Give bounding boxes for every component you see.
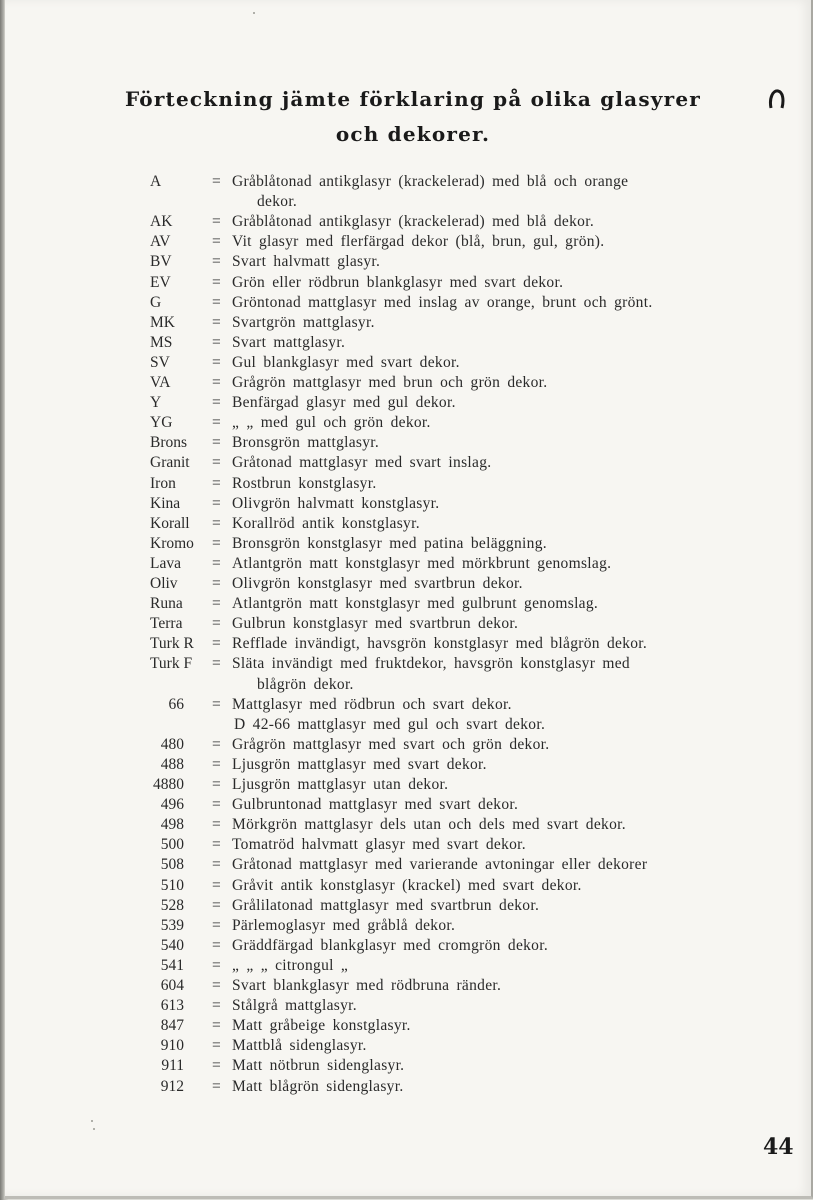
glaze-description: Mattblå sidenglasyr. xyxy=(232,1037,367,1054)
glaze-code: 910 xyxy=(160,1037,184,1054)
list-item xyxy=(5,494,805,514)
glaze-code: 847 xyxy=(160,1017,184,1034)
glaze-description: Vit glasyr med flerfärgad dekor (blå, brun, gul, grön). xyxy=(232,233,605,250)
glaze-code: Korall xyxy=(150,515,190,532)
list-item xyxy=(5,936,805,956)
glaze-code: Turk F xyxy=(150,655,193,672)
glaze-description: Refflade invändigt, havsgrön konstglasyr med blågrön dekor. xyxy=(232,635,648,652)
equals-sign: = xyxy=(212,374,221,391)
glaze-description: Pärlemoglasyr med gråblå dekor. xyxy=(232,917,456,934)
glaze-code: A xyxy=(150,173,162,190)
equals-sign: = xyxy=(212,475,221,492)
glaze-description: Gulbruntonad mattglasyr med svart dekor. xyxy=(232,796,519,813)
list-item xyxy=(5,614,805,634)
equals-sign: = xyxy=(212,1078,221,1095)
list-item xyxy=(5,453,805,473)
glaze-code: AK xyxy=(150,213,173,230)
glaze-code: VA xyxy=(150,374,171,391)
glaze-code: BV xyxy=(150,253,172,270)
glaze-description: Rostbrun konstglasyr. xyxy=(232,475,377,492)
glaze-code: 66 xyxy=(168,696,184,713)
glaze-description: Gröntonad mattglasyr med inslag av orange, brunt och grönt. xyxy=(232,294,653,311)
equals-sign: = xyxy=(212,655,221,672)
glaze-code: 496 xyxy=(160,796,184,813)
equals-sign: = xyxy=(212,917,221,934)
equals-sign: = xyxy=(212,555,221,572)
equals-sign: = xyxy=(212,515,221,532)
glaze-code: 500 xyxy=(160,836,184,853)
glaze-description: Gråtonad mattglasyr med svart inslag. xyxy=(232,454,492,471)
equals-sign: = xyxy=(212,937,221,954)
glaze-code: Runa xyxy=(150,595,183,612)
list-item xyxy=(5,514,805,534)
equals-sign: = xyxy=(212,213,221,230)
equals-sign: = xyxy=(212,595,221,612)
glaze-description: Gräddfärgad blankglasyr med cromgrön dekor. xyxy=(232,937,549,954)
list-item xyxy=(5,393,805,413)
equals-sign: = xyxy=(212,414,221,431)
list-item-continuation xyxy=(5,715,805,735)
glaze-code: SV xyxy=(150,354,170,371)
paper-speck xyxy=(91,1120,93,1122)
list-item xyxy=(5,795,805,815)
glaze-description: Gråblåtonad antikglasyr (krackelerad) med blå dekor. xyxy=(232,213,594,230)
glaze-description: Atlantgrön matt konstglasyr med mörkbrunt genomslag. xyxy=(232,555,612,572)
glaze-description: Gul blankglasyr med svart dekor. xyxy=(232,354,460,371)
glaze-code: 540 xyxy=(160,937,184,954)
glaze-description: Svart blankglasyr med rödbruna ränder. xyxy=(232,977,502,994)
glaze-description: Bronsgrön konstglasyr med patina beläggning. xyxy=(232,535,547,552)
list-item xyxy=(5,835,805,855)
glaze-code: MS xyxy=(150,334,173,351)
paper-speck xyxy=(253,12,255,14)
list-item xyxy=(5,333,805,353)
glaze-description: Mattglasyr med rödbrun och svart dekor. xyxy=(232,696,512,713)
glaze-code: 508 xyxy=(160,856,184,873)
glaze-description: Olivgrön halvmatt konstglasyr. xyxy=(232,495,440,512)
list-item xyxy=(5,554,805,574)
glaze-code: Kromo xyxy=(150,535,194,552)
equals-sign: = xyxy=(212,977,221,994)
equals-sign: = xyxy=(212,253,221,270)
glaze-code: MK xyxy=(150,314,175,331)
glaze-description-continued: D 42-66 mattglasyr med gul och svart dekor. xyxy=(234,716,546,733)
list-item xyxy=(5,252,805,272)
equals-sign: = xyxy=(212,615,221,632)
glaze-description: Benfärgad glasyr med gul dekor. xyxy=(232,394,456,411)
equals-sign: = xyxy=(212,314,221,331)
glaze-code: 912 xyxy=(160,1078,184,1095)
glaze-description: Svart mattglasyr. xyxy=(232,334,346,351)
equals-sign: = xyxy=(212,635,221,652)
list-item xyxy=(5,373,805,393)
list-item xyxy=(5,956,805,976)
glaze-code: 528 xyxy=(160,897,184,914)
equals-sign: = xyxy=(212,897,221,914)
glaze-description: Mörkgrön mattglasyr dels utan och dels med svart dekor. xyxy=(232,816,626,833)
glaze-code: 604 xyxy=(160,977,184,994)
list-item xyxy=(5,815,805,835)
glaze-description: Matt blågrön sidenglasyr. xyxy=(232,1078,404,1095)
glaze-code: 541 xyxy=(160,957,184,974)
glaze-description: Korallröd antik konstglasyr. xyxy=(232,515,420,532)
list-item xyxy=(5,293,805,313)
document-page xyxy=(4,0,813,1199)
equals-sign: = xyxy=(212,434,221,451)
list-item xyxy=(5,413,805,433)
glaze-code: 488 xyxy=(160,756,184,773)
list-item xyxy=(5,474,805,494)
equals-sign: = xyxy=(212,816,221,833)
glaze-code: 613 xyxy=(160,997,184,1014)
glaze-code: Granit xyxy=(150,454,190,471)
equals-sign: = xyxy=(212,856,221,873)
glaze-description: „ „ „ citrongul „ xyxy=(232,957,349,974)
equals-sign: = xyxy=(212,1037,221,1054)
page-title: Förteckning jämte förklaring på olika glasyrer xyxy=(124,87,702,111)
glaze-description: Gulbrun konstglasyr med svartbrun dekor. xyxy=(232,615,519,632)
list-item xyxy=(5,353,805,373)
glaze-description: Grön eller rödbrun blankglasyr med svart dekor. xyxy=(232,274,564,291)
glaze-code: Brons xyxy=(150,434,188,451)
list-item xyxy=(5,755,805,775)
list-item xyxy=(5,735,805,755)
equals-sign: = xyxy=(212,776,221,793)
page-subtitle: och dekorer. xyxy=(335,122,491,146)
list-item xyxy=(5,695,805,715)
equals-sign: = xyxy=(212,756,221,773)
equals-sign: = xyxy=(212,334,221,351)
list-item xyxy=(5,876,805,896)
equals-sign: = xyxy=(212,1017,221,1034)
glaze-description: Släta invändigt med fruktdekor, havsgrön konstglasyr med xyxy=(232,655,630,672)
glaze-description: Matt gråbeige konstglasyr. xyxy=(232,1017,411,1034)
glaze-description: Gråtonad mattglasyr med varierande avtoningar eller dekorer xyxy=(232,856,648,873)
list-item xyxy=(5,1077,805,1097)
glaze-description: Svart halvmatt glasyr. xyxy=(232,253,381,270)
equals-sign: = xyxy=(212,354,221,371)
glaze-description: Stålgrå mattglasyr. xyxy=(232,997,357,1014)
equals-sign: = xyxy=(212,957,221,974)
glaze-code: Turk R xyxy=(150,635,194,652)
list-item xyxy=(5,855,805,875)
list-item-continuation xyxy=(5,192,805,212)
glaze-description: Ljusgrön mattglasyr utan dekor. xyxy=(232,776,449,793)
list-item xyxy=(5,232,805,252)
list-item xyxy=(5,172,805,192)
glaze-description: Grågrön mattglasyr med svart och grön dekor. xyxy=(232,736,550,753)
list-item xyxy=(5,212,805,232)
glaze-description: Gråblåtonad antikglasyr (krackelerad) med blå och orange xyxy=(232,173,629,190)
equals-sign: = xyxy=(212,836,221,853)
glaze-description: Ljusgrön mattglasyr med svart dekor. xyxy=(232,756,487,773)
equals-sign: = xyxy=(212,294,221,311)
glaze-description: Gråvit antik konstglasyr (krackel) med svart dekor. xyxy=(232,877,582,894)
equals-sign: = xyxy=(212,736,221,753)
list-item xyxy=(5,534,805,554)
equals-sign: = xyxy=(212,796,221,813)
equals-sign: = xyxy=(212,575,221,592)
list-item-continuation xyxy=(5,675,805,695)
equals-sign: = xyxy=(212,696,221,713)
list-item xyxy=(5,574,805,594)
glaze-description: „ „ med gul och grön dekor. xyxy=(232,414,431,431)
paper-speck xyxy=(93,1128,95,1130)
glaze-code: 480 xyxy=(160,736,184,753)
list-item xyxy=(5,654,805,674)
glaze-code: Oliv xyxy=(150,575,178,592)
glaze-code: EV xyxy=(150,274,171,291)
list-item xyxy=(5,1056,805,1076)
list-item xyxy=(5,996,805,1016)
glaze-code: Kina xyxy=(150,495,181,512)
list-item xyxy=(5,594,805,614)
glaze-description: Grågrön mattglasyr med brun och grön dekor. xyxy=(232,374,548,391)
list-item xyxy=(5,1016,805,1036)
glaze-description: Tomatröd halvmatt glasyr med svart dekor. xyxy=(232,836,526,853)
glaze-code: Y xyxy=(150,394,162,411)
equals-sign: = xyxy=(212,394,221,411)
equals-sign: = xyxy=(212,454,221,471)
glaze-description: Matt nötbrun sidenglasyr. xyxy=(232,1057,405,1074)
glaze-description: Svartgrön mattglasyr. xyxy=(232,314,375,331)
list-item xyxy=(5,273,805,293)
glaze-description: Olivgrön konstglasyr med svartbrun dekor. xyxy=(232,575,523,592)
glaze-code: YG xyxy=(150,414,173,431)
equals-sign: = xyxy=(212,495,221,512)
list-item xyxy=(5,1036,805,1056)
equals-sign: = xyxy=(212,274,221,291)
equals-sign: = xyxy=(212,233,221,250)
glaze-description: Bronsgrön mattglasyr. xyxy=(232,434,380,451)
glaze-code: 539 xyxy=(160,917,184,934)
list-item xyxy=(5,896,805,916)
equals-sign: = xyxy=(212,535,221,552)
glaze-code: Iron xyxy=(150,475,176,492)
equals-sign: = xyxy=(212,997,221,1014)
glaze-code: 510 xyxy=(160,877,184,894)
list-item xyxy=(5,976,805,996)
glaze-code: Lava xyxy=(150,555,181,572)
glaze-code: Terra xyxy=(150,615,183,632)
list-item xyxy=(5,313,805,333)
glaze-description-continued: dekor. xyxy=(257,193,298,210)
glaze-description: Grålilatonad mattglasyr med svartbrun dekor. xyxy=(232,897,540,914)
equals-sign: = xyxy=(212,173,221,190)
list-item xyxy=(5,433,805,453)
glaze-code: AV xyxy=(150,233,171,250)
list-item xyxy=(5,916,805,936)
glaze-code: 4880 xyxy=(153,776,184,793)
page-number: 44 xyxy=(763,1134,794,1160)
list-item xyxy=(5,775,805,795)
equals-sign: = xyxy=(212,877,221,894)
glaze-code: G xyxy=(150,294,162,311)
list-item xyxy=(5,634,805,654)
equals-sign: = xyxy=(212,1057,221,1074)
glaze-description: Atlantgrön matt konstglasyr med gulbrunt genomslag. xyxy=(232,595,599,612)
glaze-code: 498 xyxy=(160,816,184,833)
glaze-code: 911 xyxy=(161,1057,184,1074)
glaze-description-continued: blågrön dekor. xyxy=(257,676,354,693)
